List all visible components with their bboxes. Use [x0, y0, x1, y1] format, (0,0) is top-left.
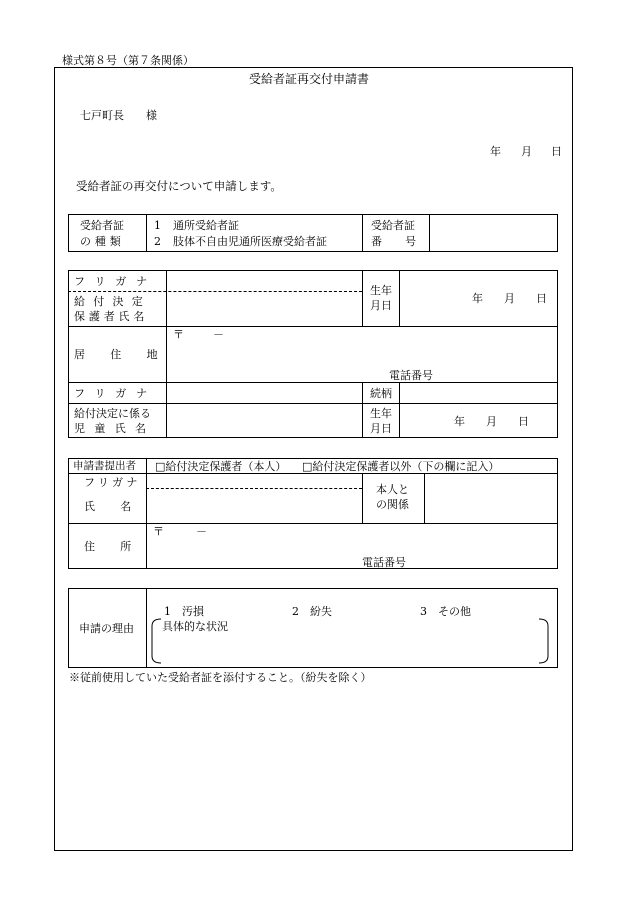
footer-note: ※従前使用していた受給者証を添付すること。（紛失を除く）: [69, 671, 372, 684]
guardian-name-label-line2: 保護者氏名: [74, 310, 149, 323]
child-birth-month-label: 月: [486, 415, 497, 428]
relationship-label-line1: 本人と: [376, 483, 409, 496]
option1-number: 1: [154, 219, 161, 232]
birth-label-line1: 生年: [370, 284, 392, 297]
child-birth-label-line2: 月日: [370, 422, 392, 435]
statement: 受給者証の再交付について申請します。: [76, 179, 282, 193]
form-title: 受給者証再交付申請書: [249, 72, 370, 86]
reason-label: 申請の理由: [79, 622, 134, 635]
applicant-name-label: 氏名: [84, 500, 157, 513]
postal-dash: －: [213, 328, 224, 341]
type-label-line2: の種類: [80, 235, 125, 248]
birth-day-label: 日: [536, 292, 547, 305]
child-furigana-label: フリガナ: [74, 387, 158, 400]
option-guardian-other[interactable]: □給付決定保護者以外（下の欄に記入）: [302, 460, 500, 473]
birth-year-label: 年: [472, 292, 483, 305]
applicant-postal-mark: 〒: [153, 525, 164, 538]
right-bracket-icon: [538, 618, 550, 664]
section-reason: [68, 588, 558, 668]
cert-number-label-line2: 番号: [371, 235, 440, 248]
applicant-address-label: 住所: [84, 540, 157, 553]
postal-mark: 〒: [173, 328, 184, 341]
reason-option-other[interactable]: 3 その他: [420, 605, 471, 618]
left-bracket-icon: [150, 618, 162, 664]
child-birth-year-label: 年: [454, 415, 465, 428]
birth-month-label: 月: [504, 292, 515, 305]
child-birth-label-line1: 生年: [370, 407, 392, 420]
form-number: 様式第８号（第７条関係）: [62, 54, 194, 67]
relationship-label-line2: の関係: [376, 498, 409, 511]
applicant-furigana-label: フリガナ: [84, 476, 141, 489]
option2-text: 肢体不自由児通所医療受給者証: [173, 235, 327, 248]
guardian-furigana-label: フリガナ: [74, 275, 158, 288]
reason-option-damage[interactable]: 1 汚損: [164, 605, 204, 618]
child-name-label-line1: 給付決定に係る: [74, 407, 151, 420]
applicant-phone-label: 電話番号: [362, 556, 406, 569]
birth-label-line2: 月日: [370, 299, 392, 312]
relation-label: 続柄: [370, 387, 392, 400]
reason-option-lost[interactable]: 2 紛失: [292, 605, 332, 618]
date-month-label: 月: [521, 145, 532, 158]
date-year-label: 年: [490, 145, 501, 158]
type-label-line1: 受給者証: [80, 219, 124, 232]
address-label: 居住地: [74, 348, 183, 361]
option2-number: 2: [154, 235, 161, 248]
child-name-label-line2: 児童氏名: [74, 422, 156, 435]
cert-number-label-line1: 受給者証: [371, 219, 415, 232]
child-birth-day-label: 日: [518, 415, 529, 428]
option-guardian-self[interactable]: □給付決定保護者（本人）: [155, 460, 287, 473]
phone-label: 電話番号: [389, 369, 433, 382]
option1-text: 通所受給者証: [173, 219, 239, 232]
detail-label: 具体的な状況: [162, 620, 228, 633]
applicant-label: 申請書提出者: [73, 460, 136, 472]
date-day-label: 日: [551, 145, 562, 158]
guardian-name-label-line1: 給付決定: [74, 295, 151, 308]
addressee: 七戸町長 様: [80, 109, 157, 122]
applicant-postal-dash: －: [196, 525, 207, 538]
